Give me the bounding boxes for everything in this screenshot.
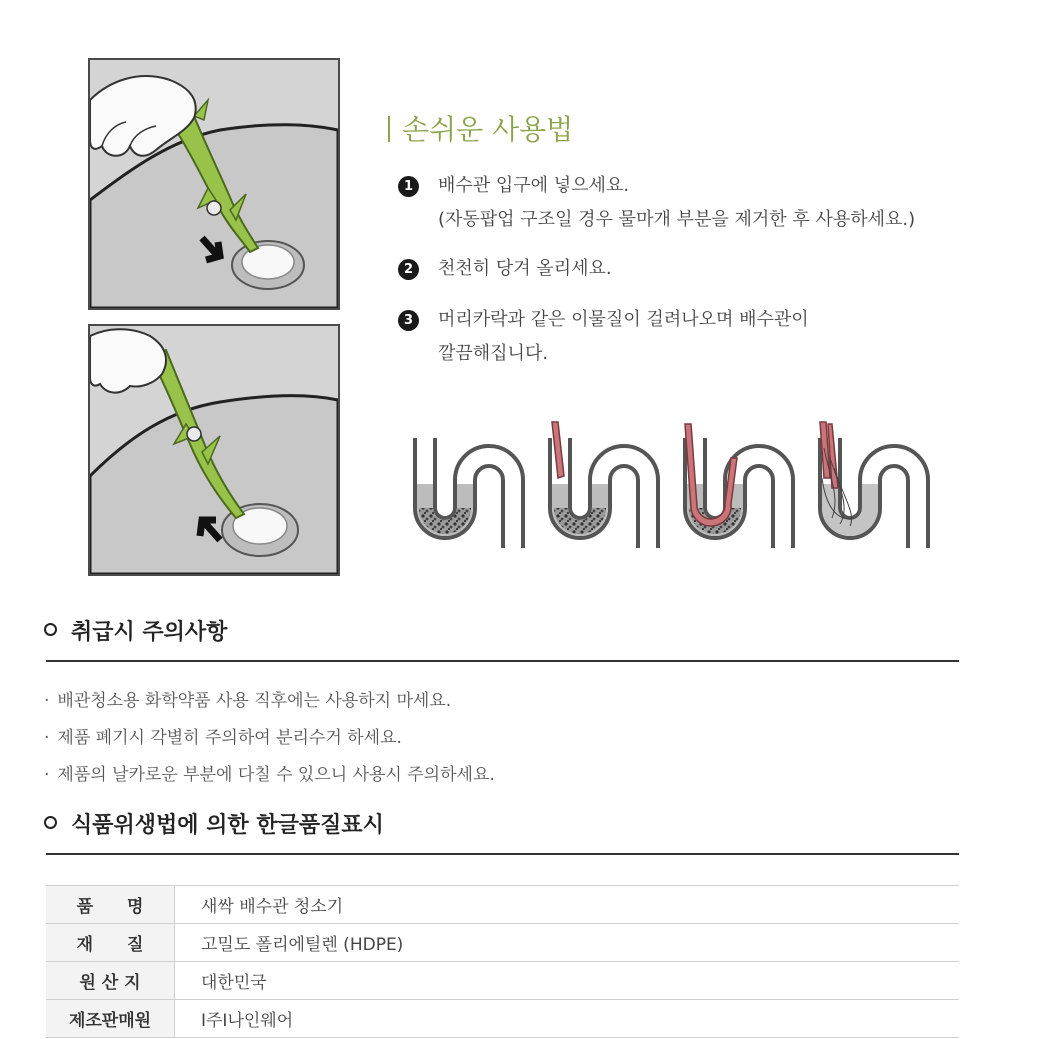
row-key: 원 산 지 bbox=[46, 962, 175, 1000]
row-value: I주I나인웨어 bbox=[175, 1000, 960, 1038]
title-bar bbox=[388, 116, 390, 142]
step-text: 천천히 당겨 올리세요. bbox=[438, 258, 612, 279]
step-text-sub: 깔끔해집니다. bbox=[438, 343, 549, 364]
row-value: 대한민국 bbox=[175, 962, 960, 1000]
insert-illustration bbox=[88, 58, 340, 310]
section-divider bbox=[46, 660, 959, 662]
trap-diagram-4 bbox=[820, 422, 928, 548]
quality-section-title: 식품위생법에 의한 한글품질표시 bbox=[44, 808, 384, 839]
row-key: 재 질 bbox=[46, 924, 175, 962]
trap-diagram-1 bbox=[415, 438, 523, 548]
table-row bbox=[46, 924, 959, 962]
step-number-badge: 3 bbox=[398, 310, 419, 331]
trap-diagram-2 bbox=[550, 422, 658, 548]
step-number-badge: 1 bbox=[398, 176, 419, 197]
circle-bullet-icon bbox=[44, 816, 57, 829]
circle-bullet-icon bbox=[44, 623, 57, 636]
trap-diagram-3 bbox=[685, 424, 793, 548]
table-row bbox=[46, 962, 959, 1000]
pull-illustration bbox=[88, 324, 340, 576]
caution-item: · 제품 폐기시 각별히 주의하여 분리수거 하세요. bbox=[44, 728, 402, 748]
step-text-sub: (자동팝업 구조일 경우 물마개 부분을 제거한 후 사용하세요.) bbox=[438, 209, 916, 230]
section-divider bbox=[46, 853, 959, 855]
insert-drawing bbox=[90, 60, 338, 308]
howto-title: 손쉬운 사용법 bbox=[388, 108, 573, 148]
row-key: 제조판매원 bbox=[46, 1000, 175, 1038]
step-text: 머리카락과 같은 이물질이 걸려나오며 배수관이 bbox=[438, 309, 809, 330]
table-row bbox=[46, 1000, 959, 1038]
step-text: 배수관 입구에 넣으세요. bbox=[438, 175, 630, 196]
pull-drawing bbox=[90, 326, 338, 574]
row-value: 고밀도 폴리에틸렌 (HDPE) bbox=[175, 924, 960, 962]
row-key: 품 명 bbox=[46, 886, 175, 924]
quality-table bbox=[46, 885, 959, 1038]
row-value: 새싹 배수관 청소기 bbox=[175, 886, 960, 924]
caution-item: · 배관청소용 화학약품 사용 직후에는 사용하지 마세요. bbox=[44, 691, 452, 711]
drain-trap-diagrams bbox=[405, 418, 935, 558]
caution-item: · 제품의 날카로운 부분에 다칠 수 있으니 사용시 주의하세요. bbox=[44, 765, 495, 785]
table-row bbox=[46, 886, 959, 924]
step-number-badge: 2 bbox=[398, 259, 419, 280]
caution-section-title: 취급시 주의사항 bbox=[44, 615, 227, 646]
